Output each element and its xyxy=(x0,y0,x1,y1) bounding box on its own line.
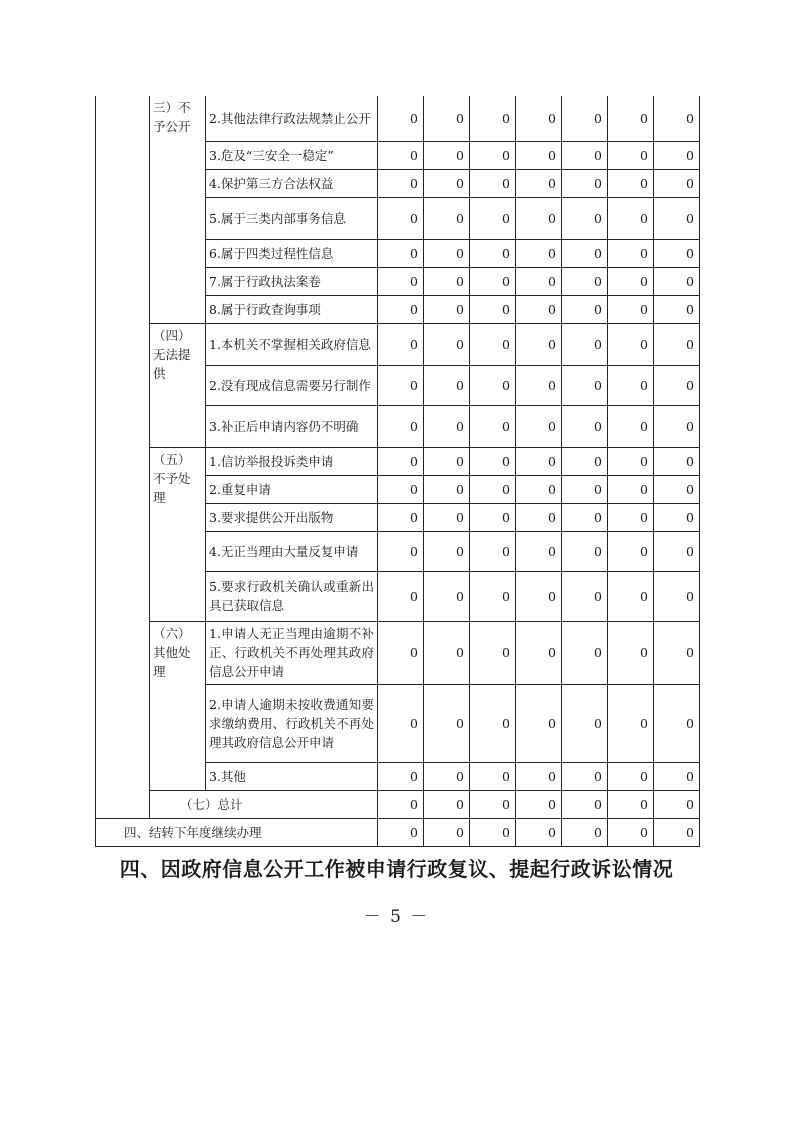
value-cell: 0 xyxy=(654,141,700,169)
item-label: 5.属于三类内部事务信息 xyxy=(206,197,378,239)
value-cell: 0 xyxy=(378,141,424,169)
value-cell: 0 xyxy=(654,96,700,141)
value-cell: 0 xyxy=(378,323,424,365)
value-cell: 0 xyxy=(608,365,654,405)
item-label: 2.申请人逾期未按收费通知要求缴纳费用、行政机关不再处理其政府信息公开申请 xyxy=(206,684,378,762)
value-cell: 0 xyxy=(562,447,608,475)
value-cell: 0 xyxy=(562,684,608,762)
value-cell: 0 xyxy=(470,239,516,267)
carryover-value-cell: 0 xyxy=(608,818,654,846)
value-cell: 0 xyxy=(424,571,470,621)
value-cell: 0 xyxy=(654,239,700,267)
value-cell: 0 xyxy=(654,365,700,405)
value-cell: 0 xyxy=(424,169,470,197)
value-cell: 0 xyxy=(654,503,700,531)
value-cell: 0 xyxy=(562,503,608,531)
category-label: 三）不予公开 xyxy=(153,100,191,134)
outer-category-cell xyxy=(96,96,150,818)
value-cell: 0 xyxy=(608,531,654,571)
value-cell: 0 xyxy=(378,571,424,621)
value-cell: 0 xyxy=(470,267,516,295)
item-label: 3.危及“三安全一稳定” xyxy=(206,141,378,169)
value-cell: 0 xyxy=(516,762,562,790)
value-cell: 0 xyxy=(562,621,608,684)
value-cell: 0 xyxy=(516,96,562,141)
value-cell: 0 xyxy=(470,571,516,621)
table-row xyxy=(96,96,700,141)
value-cell: 0 xyxy=(608,197,654,239)
category-cell xyxy=(150,96,206,323)
value-cell: 0 xyxy=(424,762,470,790)
carryover-value-cell: 0 xyxy=(516,818,562,846)
value-cell: 0 xyxy=(424,621,470,684)
value-cell: 0 xyxy=(378,405,424,447)
value-cell: 0 xyxy=(424,267,470,295)
value-cell: 0 xyxy=(654,475,700,503)
item-label: 1.申请人无正当理由逾期不补正、行政机关不再处理其政府信息公开申请 xyxy=(206,621,378,684)
value-cell: 0 xyxy=(516,323,562,365)
value-cell: 0 xyxy=(608,267,654,295)
item-label: 5.要求行政机关确认或重新出具已获取信息 xyxy=(206,571,378,621)
value-cell: 0 xyxy=(424,531,470,571)
carryover-label: 四、结转下年度继续办理 xyxy=(96,818,378,846)
value-cell: 0 xyxy=(378,762,424,790)
table-row xyxy=(96,447,700,475)
total-value-cell: 0 xyxy=(654,790,700,818)
value-cell: 0 xyxy=(654,323,700,365)
value-cell: 0 xyxy=(608,621,654,684)
value-cell: 0 xyxy=(378,197,424,239)
value-cell: 0 xyxy=(470,323,516,365)
total-value-cell: 0 xyxy=(516,790,562,818)
total-row xyxy=(96,790,700,818)
value-cell: 0 xyxy=(516,684,562,762)
value-cell: 0 xyxy=(378,531,424,571)
value-cell: 0 xyxy=(378,295,424,323)
value-cell: 0 xyxy=(654,447,700,475)
value-cell: 0 xyxy=(516,197,562,239)
category-label: （六）其他处理 xyxy=(153,625,191,679)
value-cell: 0 xyxy=(562,475,608,503)
carryover-row xyxy=(96,818,700,846)
item-label: 3.其他 xyxy=(206,762,378,790)
value-cell: 0 xyxy=(562,197,608,239)
item-label: 7.属于行政执法案卷 xyxy=(206,267,378,295)
value-cell: 0 xyxy=(424,503,470,531)
value-cell: 0 xyxy=(608,96,654,141)
value-cell: 0 xyxy=(608,571,654,621)
value-cell: 0 xyxy=(470,621,516,684)
total-value-cell: 0 xyxy=(562,790,608,818)
value-cell: 0 xyxy=(608,169,654,197)
value-cell: 0 xyxy=(378,447,424,475)
value-cell: 0 xyxy=(516,267,562,295)
table-row xyxy=(96,621,700,684)
value-cell: 0 xyxy=(378,684,424,762)
value-cell: 0 xyxy=(608,503,654,531)
value-cell: 0 xyxy=(424,447,470,475)
value-cell: 0 xyxy=(470,405,516,447)
category-cell xyxy=(150,323,206,447)
value-cell: 0 xyxy=(562,96,608,141)
value-cell: 0 xyxy=(470,365,516,405)
item-label: 2.没有现成信息需要另行制作 xyxy=(206,365,378,405)
value-cell: 0 xyxy=(378,169,424,197)
item-label: 2.其他法律行政法规禁止公开 xyxy=(206,96,378,141)
total-value-cell: 0 xyxy=(424,790,470,818)
value-cell: 0 xyxy=(516,405,562,447)
item-label: 2.重复申请 xyxy=(206,475,378,503)
value-cell: 0 xyxy=(470,531,516,571)
value-cell: 0 xyxy=(378,621,424,684)
carryover-value-cell: 0 xyxy=(654,818,700,846)
value-cell: 0 xyxy=(424,295,470,323)
section-heading: 四、因政府信息公开工作被申请行政复议、提起行政诉讼情况 xyxy=(119,857,674,881)
value-cell: 0 xyxy=(470,447,516,475)
value-cell: 0 xyxy=(654,405,700,447)
total-value-cell: 0 xyxy=(378,790,424,818)
value-cell: 0 xyxy=(654,531,700,571)
value-cell: 0 xyxy=(562,169,608,197)
value-cell: 0 xyxy=(654,295,700,323)
value-cell: 0 xyxy=(516,295,562,323)
category-cell xyxy=(150,447,206,621)
table-row xyxy=(96,323,700,365)
value-cell: 0 xyxy=(470,684,516,762)
item-label: 3.要求提供公开出版物 xyxy=(206,503,378,531)
category-cell xyxy=(150,621,206,790)
value-cell: 0 xyxy=(424,405,470,447)
item-label: 8.属于行政查询事项 xyxy=(206,295,378,323)
value-cell: 0 xyxy=(470,141,516,169)
value-cell: 0 xyxy=(424,141,470,169)
value-cell: 0 xyxy=(608,475,654,503)
item-label: 4.无正当理由大量反复申请 xyxy=(206,531,378,571)
value-cell: 0 xyxy=(470,96,516,141)
value-cell: 0 xyxy=(654,762,700,790)
total-value-cell: 0 xyxy=(470,790,516,818)
statistics-table xyxy=(95,96,700,847)
value-cell: 0 xyxy=(470,503,516,531)
value-cell: 0 xyxy=(378,365,424,405)
value-cell: 0 xyxy=(654,169,700,197)
value-cell: 0 xyxy=(562,323,608,365)
value-cell: 0 xyxy=(424,365,470,405)
category-label: （五）不予处理 xyxy=(153,451,191,505)
value-cell: 0 xyxy=(562,239,608,267)
page-number: － 5 － xyxy=(363,907,430,927)
value-cell: 0 xyxy=(608,684,654,762)
carryover-value-cell: 0 xyxy=(470,818,516,846)
value-cell: 0 xyxy=(654,684,700,762)
value-cell: 0 xyxy=(562,762,608,790)
value-cell: 0 xyxy=(608,141,654,169)
value-cell: 0 xyxy=(654,197,700,239)
value-cell: 0 xyxy=(516,365,562,405)
value-cell: 0 xyxy=(608,239,654,267)
value-cell: 0 xyxy=(516,447,562,475)
value-cell: 0 xyxy=(470,475,516,503)
total-value-cell: 0 xyxy=(608,790,654,818)
value-cell: 0 xyxy=(654,571,700,621)
value-cell: 0 xyxy=(424,96,470,141)
value-cell: 0 xyxy=(378,475,424,503)
value-cell: 0 xyxy=(516,169,562,197)
value-cell: 0 xyxy=(378,267,424,295)
value-cell: 0 xyxy=(654,621,700,684)
value-cell: 0 xyxy=(378,96,424,141)
value-cell: 0 xyxy=(424,197,470,239)
value-cell: 0 xyxy=(608,762,654,790)
value-cell: 0 xyxy=(516,531,562,571)
value-cell: 0 xyxy=(654,267,700,295)
value-cell: 0 xyxy=(608,323,654,365)
value-cell: 0 xyxy=(562,141,608,169)
value-cell: 0 xyxy=(424,239,470,267)
total-label: （七）总计 xyxy=(150,790,378,818)
value-cell: 0 xyxy=(562,365,608,405)
value-cell: 0 xyxy=(562,267,608,295)
carryover-value-cell: 0 xyxy=(378,818,424,846)
value-cell: 0 xyxy=(424,684,470,762)
item-label: 1.本机关不掌握相关政府信息 xyxy=(206,323,378,365)
value-cell: 0 xyxy=(562,531,608,571)
value-cell: 0 xyxy=(562,571,608,621)
item-label: 1.信访举报投诉类申请 xyxy=(206,447,378,475)
value-cell: 0 xyxy=(424,475,470,503)
value-cell: 0 xyxy=(470,197,516,239)
value-cell: 0 xyxy=(608,447,654,475)
value-cell: 0 xyxy=(470,295,516,323)
value-cell: 0 xyxy=(470,169,516,197)
value-cell: 0 xyxy=(608,295,654,323)
value-cell: 0 xyxy=(378,239,424,267)
value-cell: 0 xyxy=(516,141,562,169)
item-label: 6.属于四类过程性信息 xyxy=(206,239,378,267)
value-cell: 0 xyxy=(608,405,654,447)
item-label: 4.保护第三方合法权益 xyxy=(206,169,378,197)
value-cell: 0 xyxy=(378,503,424,531)
value-cell: 0 xyxy=(516,621,562,684)
carryover-value-cell: 0 xyxy=(424,818,470,846)
value-cell: 0 xyxy=(516,239,562,267)
value-cell: 0 xyxy=(470,762,516,790)
item-label: 3.补正后申请内容仍不明确 xyxy=(206,405,378,447)
carryover-value-cell: 0 xyxy=(562,818,608,846)
value-cell: 0 xyxy=(516,503,562,531)
category-label: （四）无法提供 xyxy=(153,327,191,381)
value-cell: 0 xyxy=(516,475,562,503)
value-cell: 0 xyxy=(424,323,470,365)
value-cell: 0 xyxy=(562,295,608,323)
value-cell: 0 xyxy=(516,571,562,621)
value-cell: 0 xyxy=(562,405,608,447)
